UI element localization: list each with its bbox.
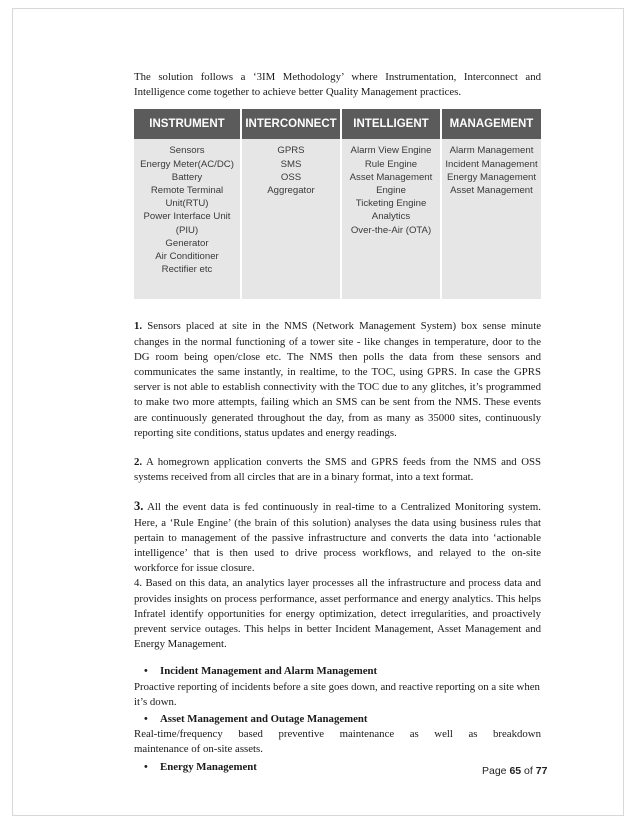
- word: well: [434, 728, 453, 741]
- table-item: SMS: [280, 158, 302, 170]
- table-item: OSS: [280, 171, 302, 183]
- 3im-methodology-table: [134, 109, 541, 299]
- word: as: [409, 728, 419, 741]
- table-item: Alarm View Engine: [350, 145, 432, 157]
- word: as: [468, 728, 478, 741]
- table-item: Ticketing Engine: [355, 198, 427, 210]
- column-interconnect: [242, 109, 340, 299]
- column-header: INTELLIGENT: [342, 109, 440, 139]
- bullet-icon: •: [144, 713, 148, 726]
- intro-paragraph: The solution follows a ‘3IM Methodology’ where Instrumentation, Interconnect and Intelligence come together to achieve better Quality Management practices.: [134, 71, 541, 99]
- column-header: INSTRUMENT: [134, 109, 240, 139]
- table-item: Rule Engine: [364, 158, 418, 170]
- table-item: GPRS: [277, 145, 305, 157]
- paragraph-text: All the event data is fed continuously in real-time to a Centralized Monitoring system. Here, a ‘Rule Engine’ (the brain of this solution) analyses the data using business rules that pertain to management of the passive infrastructure and converts the data into ‘actionable intelligence’ that is then used to drive process workflows, and relayed to the on-site workforce for issue closure.: [134, 501, 541, 575]
- current-page: 65: [509, 765, 522, 777]
- footer-of: of: [521, 765, 536, 777]
- bullet-title: Energy Management: [160, 760, 257, 773]
- bullet-title: Asset Management and Outage Management: [160, 713, 368, 726]
- paragraph-number: 1.: [134, 320, 143, 333]
- table-item: Alarm Management: [449, 145, 534, 157]
- bullet-incident-management: [134, 664, 541, 679]
- table-item: Over-the-Air (OTA): [350, 224, 432, 236]
- table-item: Incident Management: [445, 158, 538, 170]
- paragraph-number: 2.: [134, 456, 143, 469]
- paragraph-text: Based on this data, an analytics layer processes all the infrastructure and process data and provides insights on process performance, asset performance and energy analytics. This helps Infratel identify opportunities for energy optimization, detect irregularities, and proactively prevent service outages. This helps in better Incident Management, Asset Management and Energy Management.: [134, 577, 541, 651]
- paragraph-1: [134, 319, 541, 441]
- table-item: Energy Meter(AC/DC): [140, 158, 234, 170]
- paragraph-number: 3.: [134, 499, 144, 514]
- column-instrument: [134, 109, 240, 299]
- total-pages: 77: [535, 765, 548, 777]
- table-item: Air Conditioner: [155, 251, 219, 263]
- word: based: [238, 728, 263, 741]
- table-item: Generator: [165, 237, 209, 249]
- word: preventive: [278, 728, 325, 741]
- paragraph-3: [134, 499, 541, 576]
- bullet-icon: •: [144, 760, 148, 773]
- bullet-text: maintenance of on-site assets.: [134, 743, 263, 756]
- paragraph-2: [134, 455, 541, 485]
- paragraph-number: 4.: [134, 577, 143, 590]
- paragraph-text: Sensors placed at site in the NMS (Network Management System) box sense minute changes in the normal functioning of a tower site - like changes in temperature, door to the DG room being open/close etc. The NMS then polls the data from these sensors and communicates the same instantly, in realtime, to the TOC, using GPRS. In case the GPRS server is not able to establish connectivity with the TOC due to any glitches, it’s programmed to make two more attempts, failing which an SMS can be sent from the NMS. These events are continuously generated throughout the day, from as many as 35000 sites, continuously reporting site conditions, status updates and energy readings.: [134, 320, 541, 439]
- paragraph-text: A homegrown application converts the SMS and GPRS feeds from the NMS and OSS systems received from all circles that are in a binary format, into a text format.: [134, 456, 541, 484]
- paragraph-4: [134, 576, 541, 652]
- word: maintenance: [339, 728, 395, 741]
- bullet-text-line: [134, 727, 541, 742]
- table-item: Asset Management: [450, 185, 533, 197]
- column-management: [442, 109, 541, 299]
- column-header: INTERCONNECT: [242, 109, 340, 139]
- table-item: Power Interface Unit (PIU): [143, 211, 231, 236]
- table-item: Rectifier etc: [161, 264, 213, 276]
- word: Real-time/frequency: [134, 728, 223, 741]
- table-item: Remote Terminal Unit(RTU): [150, 185, 224, 210]
- column-intelligent: [342, 109, 440, 299]
- table-item: Sensors: [169, 145, 205, 157]
- footer-prefix: Page: [482, 765, 510, 777]
- bullet-text: Proactive reporting of incidents before a site goes down, and reactive reporting on a site when it’s down.: [134, 680, 540, 708]
- table-item: Asset Management Engine: [349, 171, 433, 197]
- table-item: Aggregator: [267, 185, 315, 197]
- bullet-icon: •: [144, 665, 148, 678]
- table-item: Battery: [171, 171, 203, 183]
- column-header: MANAGEMENT: [442, 109, 541, 139]
- bullet-asset-management: [134, 712, 541, 727]
- table-item: Analytics: [371, 211, 411, 223]
- bullet-energy-management: [134, 760, 541, 775]
- page-content: [134, 70, 541, 775]
- bullet-title: Incident Management and Alarm Management: [160, 665, 378, 678]
- page-number-footer: [482, 765, 547, 777]
- word: breakdown: [493, 728, 541, 741]
- table-item: Energy Management: [446, 171, 537, 183]
